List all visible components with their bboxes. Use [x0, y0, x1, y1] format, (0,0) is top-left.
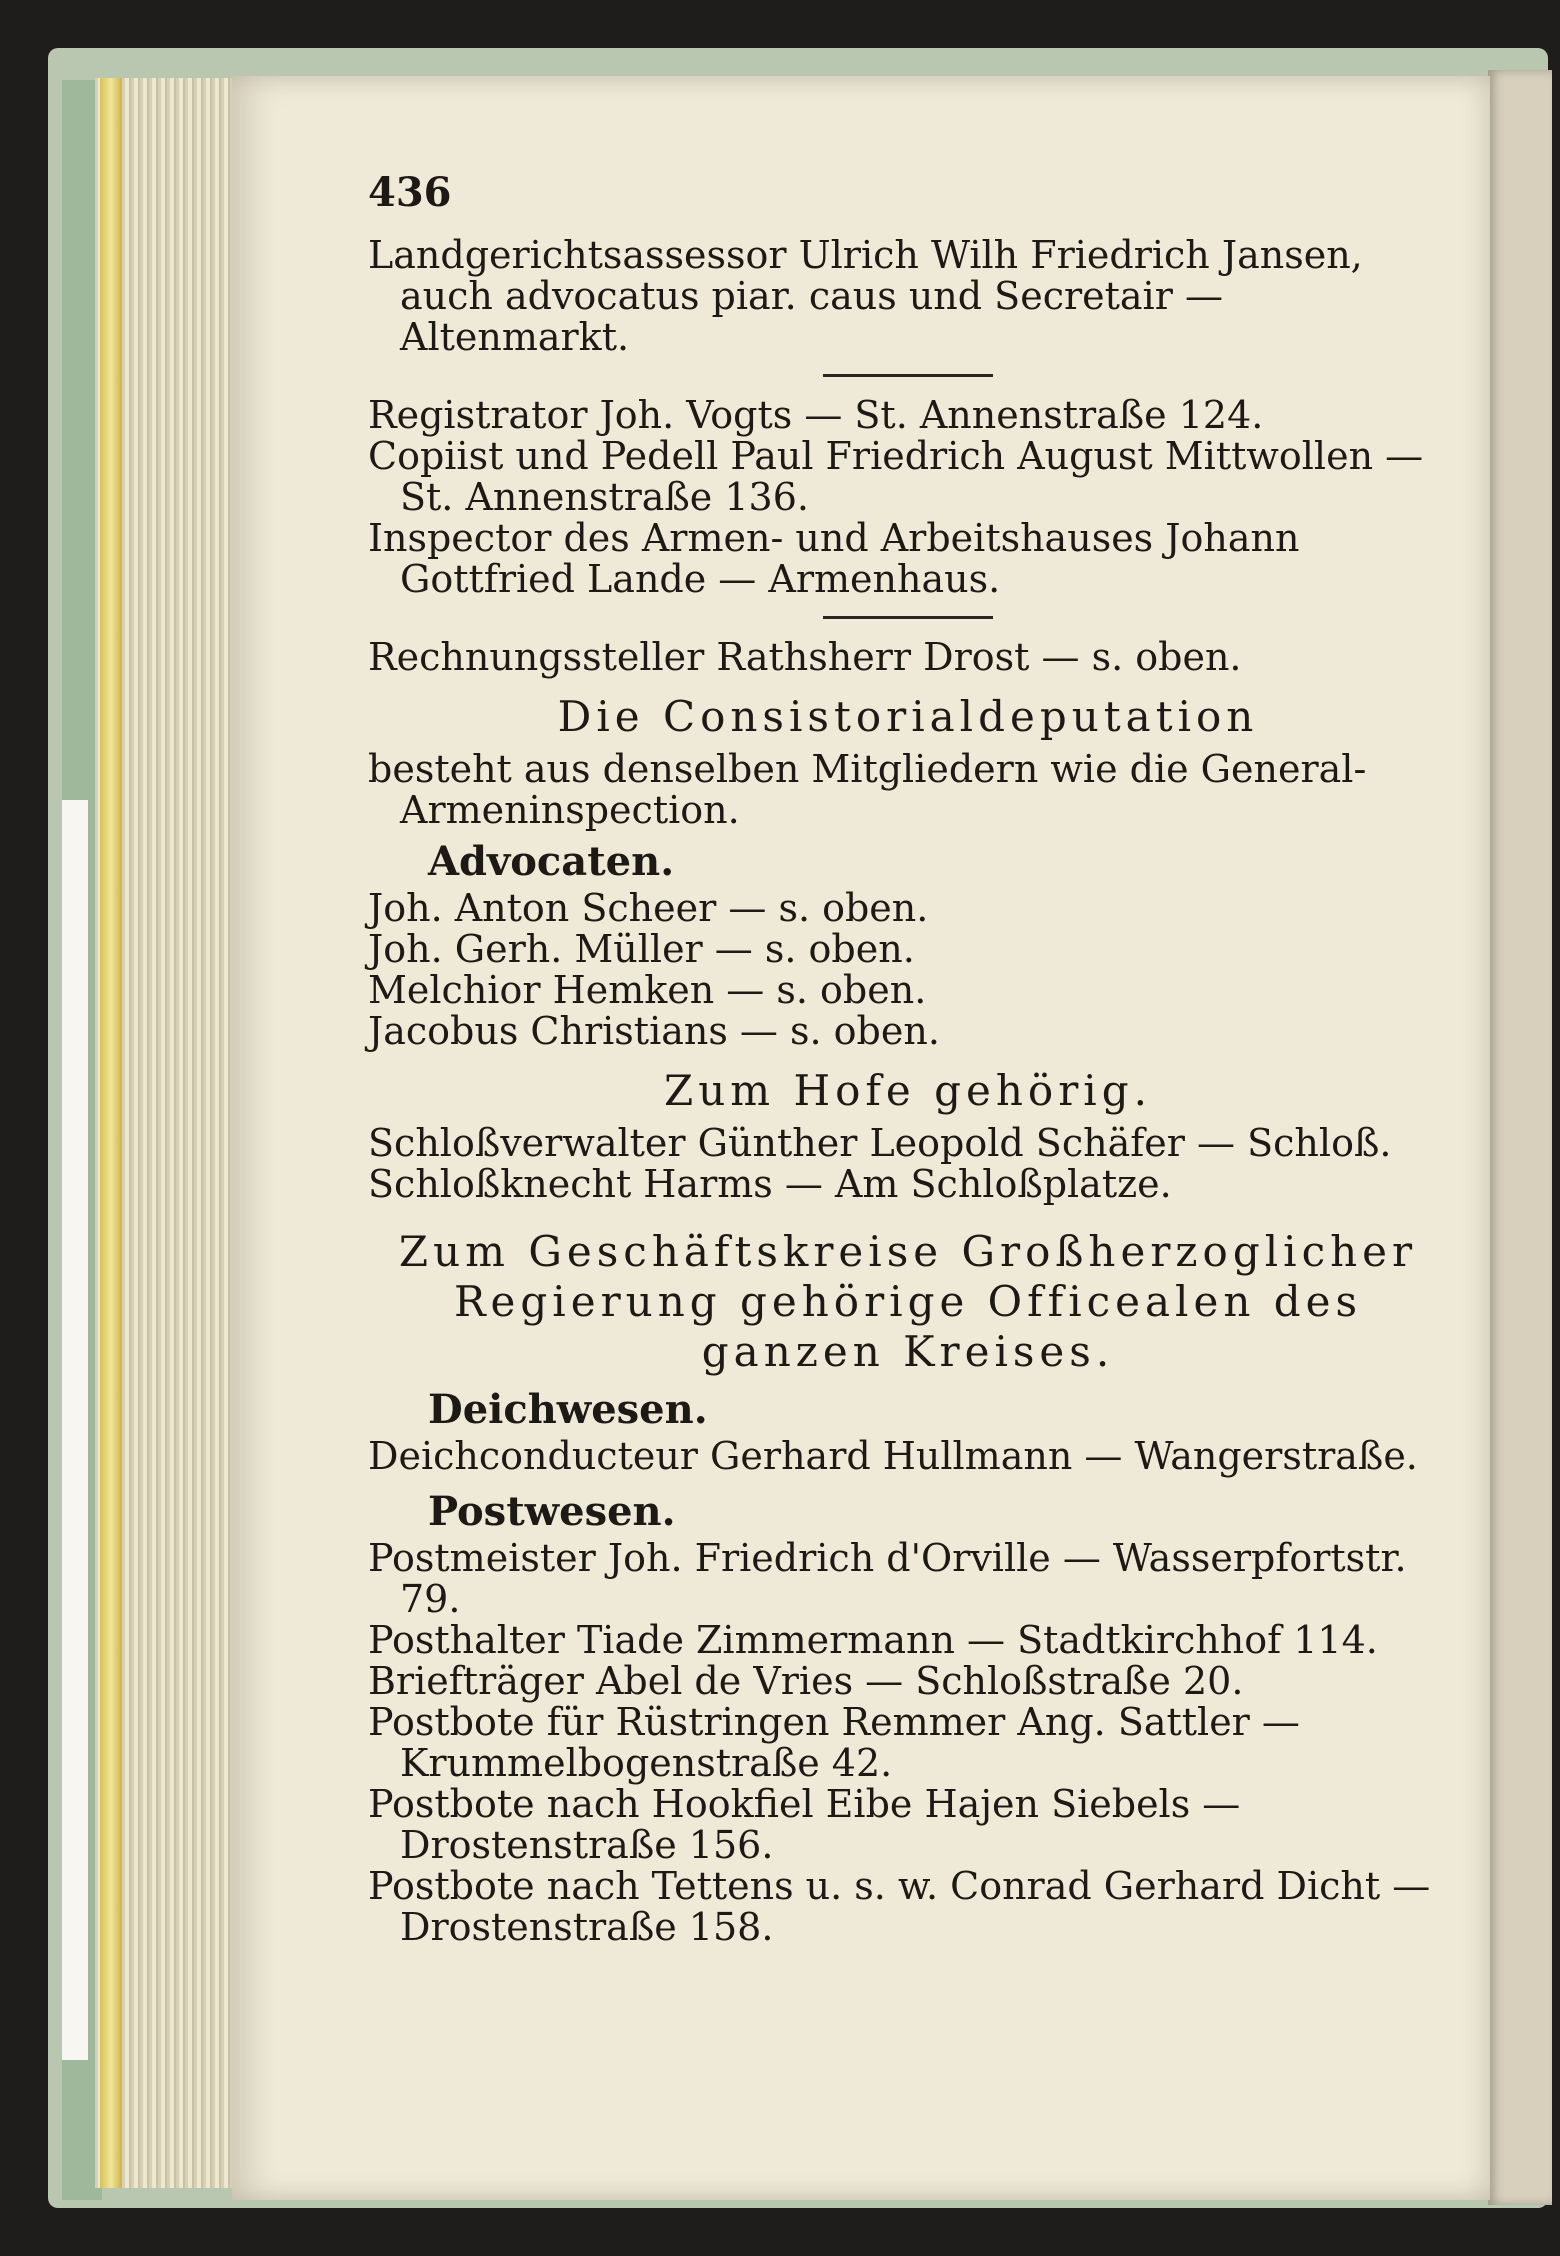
post-entry: Briefträger Abel de Vries — Schloßstraße 20.	[368, 1659, 1244, 1703]
entry-inspector: Inspector des Armen- und Arbeitshauses Johann Gottfried Lande — Armenhaus.	[368, 516, 1300, 601]
heading-consistorialdeputation: Die Consistorialdeputation	[557, 692, 1259, 741]
book-page	[232, 76, 1490, 2200]
paper-slip	[62, 800, 88, 2060]
section-divider	[823, 616, 993, 619]
page-content	[368, 169, 1448, 1949]
gilt-edge	[100, 78, 122, 2188]
advocat-entry: Joh. Gerh. Müller — s. oben.	[368, 927, 915, 971]
advocat-entry: Joh. Anton Scheer — s. oben.	[368, 886, 929, 930]
entry-rechnungssteller: Rechnungssteller Rathsherr Drost — s. oben.	[368, 635, 1242, 679]
heading-postwesen: Postwesen.	[428, 1488, 676, 1535]
entry-landgerichtsassessor: Landgerichtsassessor Ulrich Wilh Friedrich Jansen, auch advocatus piar. caus und Secretair — Altenmarkt.	[368, 233, 1363, 359]
heading-zum-hofe: Zum Hofe gehörig.	[664, 1066, 1152, 1115]
section-divider	[823, 374, 993, 377]
advocat-entry: Melchior Hemken — s. oben.	[368, 968, 927, 1012]
entry-copiist: Copiist und Pedell Paul Friedrich August Mittwollen — St. Annenstraße 136.	[368, 434, 1424, 519]
advocat-entry: Jacobus Christians — s. oben.	[368, 1009, 940, 1053]
consistorial-text: besteht aus denselben Mitgliedern wie die General-Armeninspection.	[368, 747, 1367, 832]
page-number: 436	[368, 169, 452, 216]
post-entry: Postmeister Joh. Friedrich d'Orville — Wasserpfortstr. 79.	[368, 1536, 1407, 1621]
post-entry: Postbote nach Tettens u. s. w. Conrad Gerhard Dicht — Drostenstraße 158.	[368, 1864, 1431, 1949]
hof-entry: Schloßknecht Harms — Am Schloßplatze.	[368, 1162, 1172, 1206]
heading-advocaten: Advocaten.	[428, 838, 675, 885]
entry-registrator: Registrator Joh. Vogts — St. Annenstraße 124.	[368, 393, 1264, 437]
heading-deichwesen: Deichwesen.	[428, 1386, 708, 1433]
hof-entry: Schloßverwalter Günther Leopold Schäfer — Schloß.	[368, 1121, 1392, 1165]
post-entry: Postbote nach Hookfiel Eibe Hajen Siebels — Drostenstraße 156.	[368, 1782, 1241, 1867]
post-entry: Postbote für Rüstringen Remmer Ang. Sattler — Krummelbogenstraße 42.	[368, 1700, 1300, 1785]
post-entry: Posthalter Tiade Zimmermann — Stadtkirchhof 114.	[368, 1618, 1378, 1662]
heading-geschaeftskreis: Zum Geschäftskreise Großherzoglicher Regierung gehörige Officealen des ganzen Kreises.	[398, 1227, 1418, 1376]
facing-page-edge	[1488, 70, 1552, 2205]
deich-entry: Deichconducteur Gerhard Hullmann — Wangerstraße.	[368, 1434, 1418, 1478]
